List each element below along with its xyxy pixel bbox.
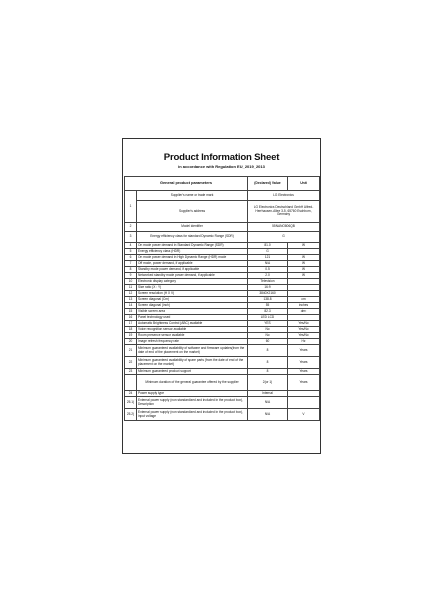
row-value: 2.0: [248, 273, 288, 279]
row-description: External power supply (non standardized and included in the product box), input voltage: [137, 409, 248, 421]
row-number: 13: [125, 297, 137, 303]
row-number: 15: [125, 309, 137, 315]
row-value: 16:9: [248, 285, 288, 291]
row-number: 5: [125, 249, 137, 255]
row-number: [125, 375, 137, 391]
row-description: Voice recognition sensor available: [137, 327, 248, 333]
row-description: Energy efficiency class for standard Dynamic Range (SDR): [137, 232, 248, 243]
row-description: Image refresh frequency rate: [137, 339, 248, 345]
row-description: Standby mode power demand, if applicable: [137, 267, 248, 273]
row-description: Automatic Brightness Control (ABC) available: [137, 321, 248, 327]
row-value: No: [248, 333, 288, 339]
row-description: On mode power demand in High Dynamic Range (HDR) mode: [137, 255, 248, 261]
row-description: Supplier's name or trade mark: [137, 191, 248, 201]
row-description: Minimum duration of the general guarantee offered by the supplier: [137, 375, 248, 391]
row-number: 1: [125, 191, 137, 223]
row-unit: Yes/No: [288, 333, 320, 339]
row-value: N/A: [248, 409, 288, 421]
row-number: 9: [125, 273, 137, 279]
row-description: Minimum guaranteed availability of spare parts (from the date of end of the placement on the market): [137, 357, 248, 369]
row-value: YES: [248, 321, 288, 327]
row-description: Visible screen area: [137, 309, 248, 315]
row-value: Internal: [248, 391, 288, 397]
row-description: Screen diagonal (inch): [137, 303, 248, 309]
header-unit: Unit: [288, 177, 320, 191]
row-number: 16: [125, 315, 137, 321]
table-row: [125, 357, 320, 369]
row-description: On mode power demand in Standard Dynamic Range (SDR): [137, 243, 248, 249]
row-unit: W: [288, 273, 320, 279]
row-number: 20: [125, 339, 137, 345]
table-row: [125, 397, 320, 409]
row-unit: Years: [288, 369, 320, 375]
row-unit: V: [288, 409, 320, 421]
row-value: N/A: [248, 261, 288, 267]
row-value: 8: [248, 345, 288, 357]
row-unit: W: [288, 243, 320, 249]
row-number: 14: [125, 303, 137, 309]
row-value: N/A: [248, 397, 288, 409]
row-number: 25.1): [125, 397, 137, 409]
table-row: [125, 191, 320, 201]
table-row: [125, 201, 320, 223]
table-row: [125, 375, 320, 391]
row-number: 12: [125, 291, 137, 297]
row-number: 6: [125, 255, 137, 261]
row-description: Screen diagonal (Cm): [137, 297, 248, 303]
table-row: [125, 223, 320, 232]
row-description: Off mode, power demand, if applicable: [137, 261, 248, 267]
row-value: 0.5: [248, 267, 288, 273]
row-number: 8: [125, 267, 137, 273]
row-value: G: [248, 232, 320, 243]
row-value: LED LCD: [248, 315, 288, 321]
row-value: 121: [248, 255, 288, 261]
row-unit: Years: [288, 345, 320, 357]
row-description: Supplier's address: [137, 201, 248, 223]
row-number: 17: [125, 321, 137, 327]
header-declared-value: (Declared) Value: [248, 177, 288, 191]
table-row: [125, 409, 320, 421]
row-value: LG Electronics Deutschland GmbH Alfred-Herrhausen-Allee 3-5, 65760 Eschborn, Germany: [248, 201, 320, 223]
row-number: 22: [125, 357, 137, 369]
row-unit: Yes/No: [288, 327, 320, 333]
header-general-parameters: General product parameters: [125, 177, 248, 191]
parameters-table: [124, 176, 320, 421]
row-value: G: [248, 249, 288, 255]
row-description: External power supply (non standardized and included in the product box), Description: [137, 397, 248, 409]
row-description: Networked standby mode power demand, if applicable: [137, 273, 248, 279]
row-description: Model identifier: [137, 223, 248, 232]
row-unit: Yes/No: [288, 321, 320, 327]
table-body: [125, 191, 320, 421]
sheet-subtitle: in accordance with Regulation EU_2019_2013: [178, 164, 265, 169]
row-unit: W: [288, 261, 320, 267]
row-value: No: [248, 327, 288, 333]
row-value: 82.3: [248, 309, 288, 315]
row-number: 11: [125, 285, 137, 291]
row-number: 19: [125, 333, 137, 339]
row-number: 4: [125, 243, 137, 249]
row-number: 3: [125, 232, 137, 243]
row-number: 18: [125, 327, 137, 333]
row-unit: Years: [288, 357, 320, 369]
row-description: Size ratio (X : Y): [137, 285, 248, 291]
row-value: 8: [248, 357, 288, 369]
row-value: LG Electronics: [248, 191, 320, 201]
table-row: [125, 345, 320, 357]
row-value: 55NANO806QB: [248, 223, 320, 232]
row-description: Minimum guaranteed product support: [137, 369, 248, 375]
row-number: 10: [125, 279, 137, 285]
row-unit: inches: [288, 303, 320, 309]
row-unit: W: [288, 255, 320, 261]
row-value: 55: [248, 303, 288, 309]
table-row: [125, 232, 320, 243]
row-number: 23: [125, 369, 137, 375]
row-value: Television: [248, 279, 288, 285]
sheet-title: Product Information Sheet: [163, 152, 280, 163]
table-header-row: [125, 177, 320, 191]
row-unit: dm²: [288, 309, 320, 315]
row-number: 24: [125, 391, 137, 397]
row-description: Minimum guaranteed availability of software and firmware updates(from the date of end of the placement on the market): [137, 345, 248, 357]
row-unit: Hz: [288, 339, 320, 345]
row-value: 3840X2160: [248, 291, 288, 297]
row-number: 2: [125, 223, 137, 232]
row-description: Electronic display category: [137, 279, 248, 285]
row-description: Energy efficiency class (HDR): [137, 249, 248, 255]
row-value: 60: [248, 339, 288, 345]
row-number: 25.2): [125, 409, 137, 421]
row-unit: cm: [288, 297, 320, 303]
row-description: Screen resolution (H X V): [137, 291, 248, 297]
row-number: 7: [125, 261, 137, 267]
row-description: Power supply type: [137, 391, 248, 397]
row-unit: Years: [288, 375, 320, 391]
row-unit: W: [288, 267, 320, 273]
row-value: 8: [248, 369, 288, 375]
row-description: Room presence sensor available: [137, 333, 248, 339]
product-information-sheet: [122, 138, 321, 454]
row-value: 2(or 1): [248, 375, 288, 391]
row-unit: [288, 397, 320, 409]
row-number: 21: [125, 345, 137, 357]
row-value: 81.0: [248, 243, 288, 249]
row-description: Panel technology used: [137, 315, 248, 321]
row-value: 138.8: [248, 297, 288, 303]
